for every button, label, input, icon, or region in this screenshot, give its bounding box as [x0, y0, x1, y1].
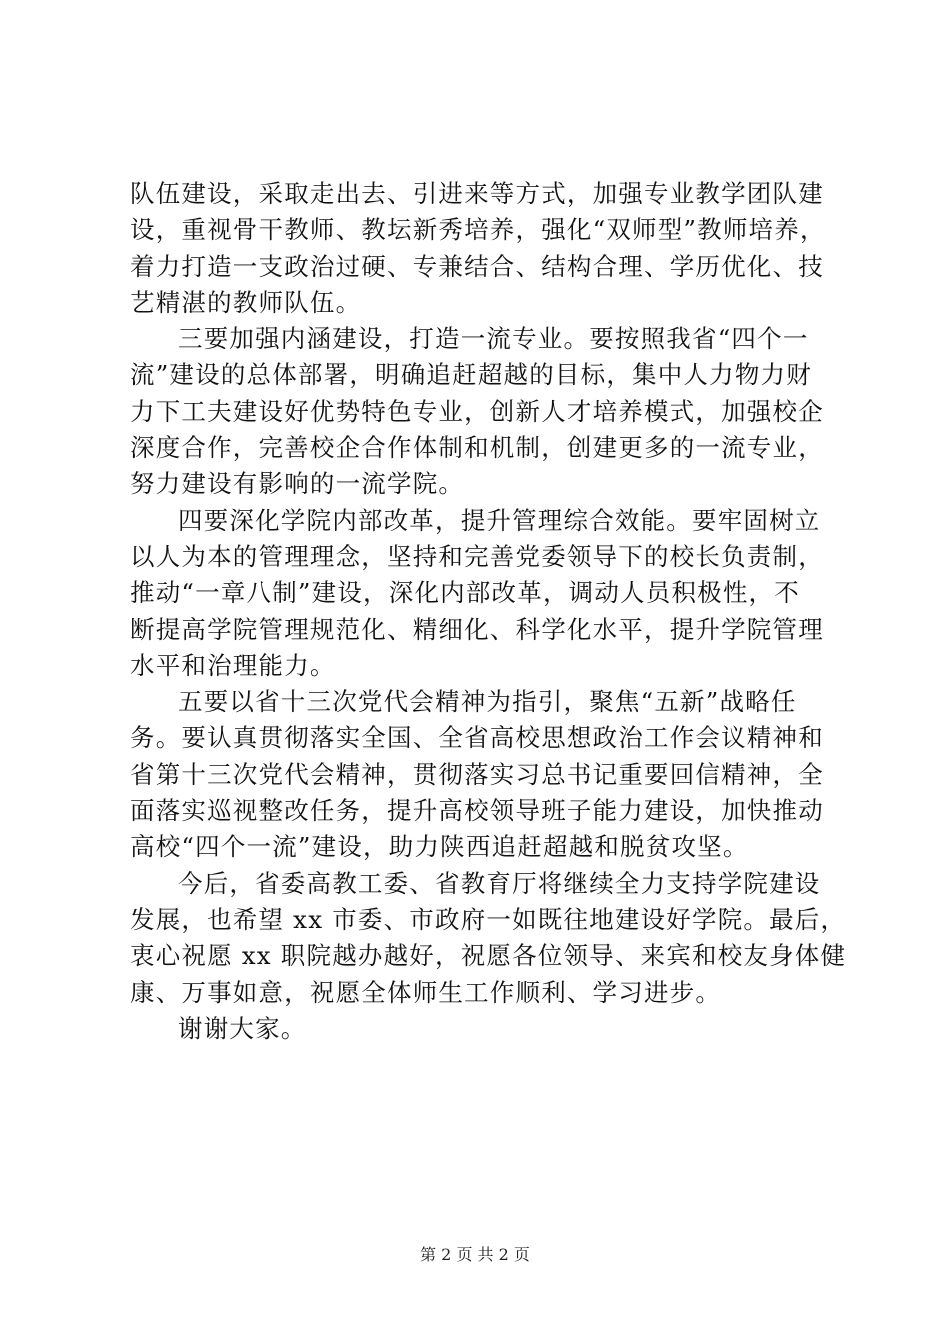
text-line: 设，重视骨干教师、教坛新秀培养，强化“双师型”教师培养， — [130, 215, 826, 245]
text-line: 今后，省委高教工委、省教育厅将继续全力支持学院建设 — [178, 868, 821, 898]
text-line: 推动“一章八制”建设，深化内部改革，调动人员积极性，不 — [130, 578, 800, 608]
text-line: 发展，也希望 xx 市委、市政府一如既往地建设好学院。最后， — [130, 904, 847, 934]
text-line: 康、万事如意，祝愿全体师生工作顺利、学习进步。 — [130, 977, 722, 1007]
text-line: 断提高学院管理规范化、精细化、科学化水平，提升学院管理 — [130, 614, 824, 644]
text-line: 务。要认真贯彻落实全国、全省高校思想政治工作会议精神和 — [130, 723, 824, 753]
text-line: 省第十三次党代会精神，贯彻落实习总书记重要回信精神，全 — [130, 759, 824, 789]
text-line: 努力建设有影响的一流学院。 — [130, 469, 465, 499]
text-line: 队伍建设，采取走出去、引进来等方式，加强专业教学团队建 — [130, 179, 824, 208]
text-line: 高校“四个一流”建设，助力陕西追赶超越和脱贫攻坚。 — [130, 832, 749, 862]
text-line: 以人为本的管理理念，坚持和完善党委领导下的校长负责制， — [130, 541, 824, 571]
document-body — [130, 176, 847, 1047]
text-line: 水平和治理能力。 — [130, 650, 336, 680]
text-line: 流”建设的总体部署，明确追赶超越的目标，集中人力物力财 — [130, 360, 812, 390]
text-line: 艺精湛的教师队伍。 — [130, 287, 362, 317]
text-line: 深度合作，完善校企合作体制和机制，创建更多的一流专业， — [130, 433, 824, 463]
text-line: 着力打造一支政治过硬、专兼结合、结构合理、学历优化、技 — [130, 251, 824, 281]
text-line: 力下工夫建设好优势特色专业，创新人才培养模式，加强校企 — [130, 396, 824, 426]
page-footer: 第 2 页 共 2 页 — [420, 1245, 530, 1264]
text-line: 衷心祝愿 xx 职院越办越好，祝愿各位领导、来宾和校友身体健 — [130, 941, 847, 971]
text-line: 五要以省十三次党代会精神为指引，聚焦“五新”战略任 — [178, 687, 797, 717]
text-line: 四要深化学院内部改革，提升管理综合效能。要牢固树立 — [178, 505, 821, 535]
text-line: 谢谢大家。 — [178, 1013, 307, 1043]
text-line: 面落实巡视整改任务，提升高校领导班子能力建设，加快推动 — [130, 796, 824, 826]
text-line: 三要加强内涵建设，打造一流专业。要按照我省“四个一 — [178, 324, 809, 354]
